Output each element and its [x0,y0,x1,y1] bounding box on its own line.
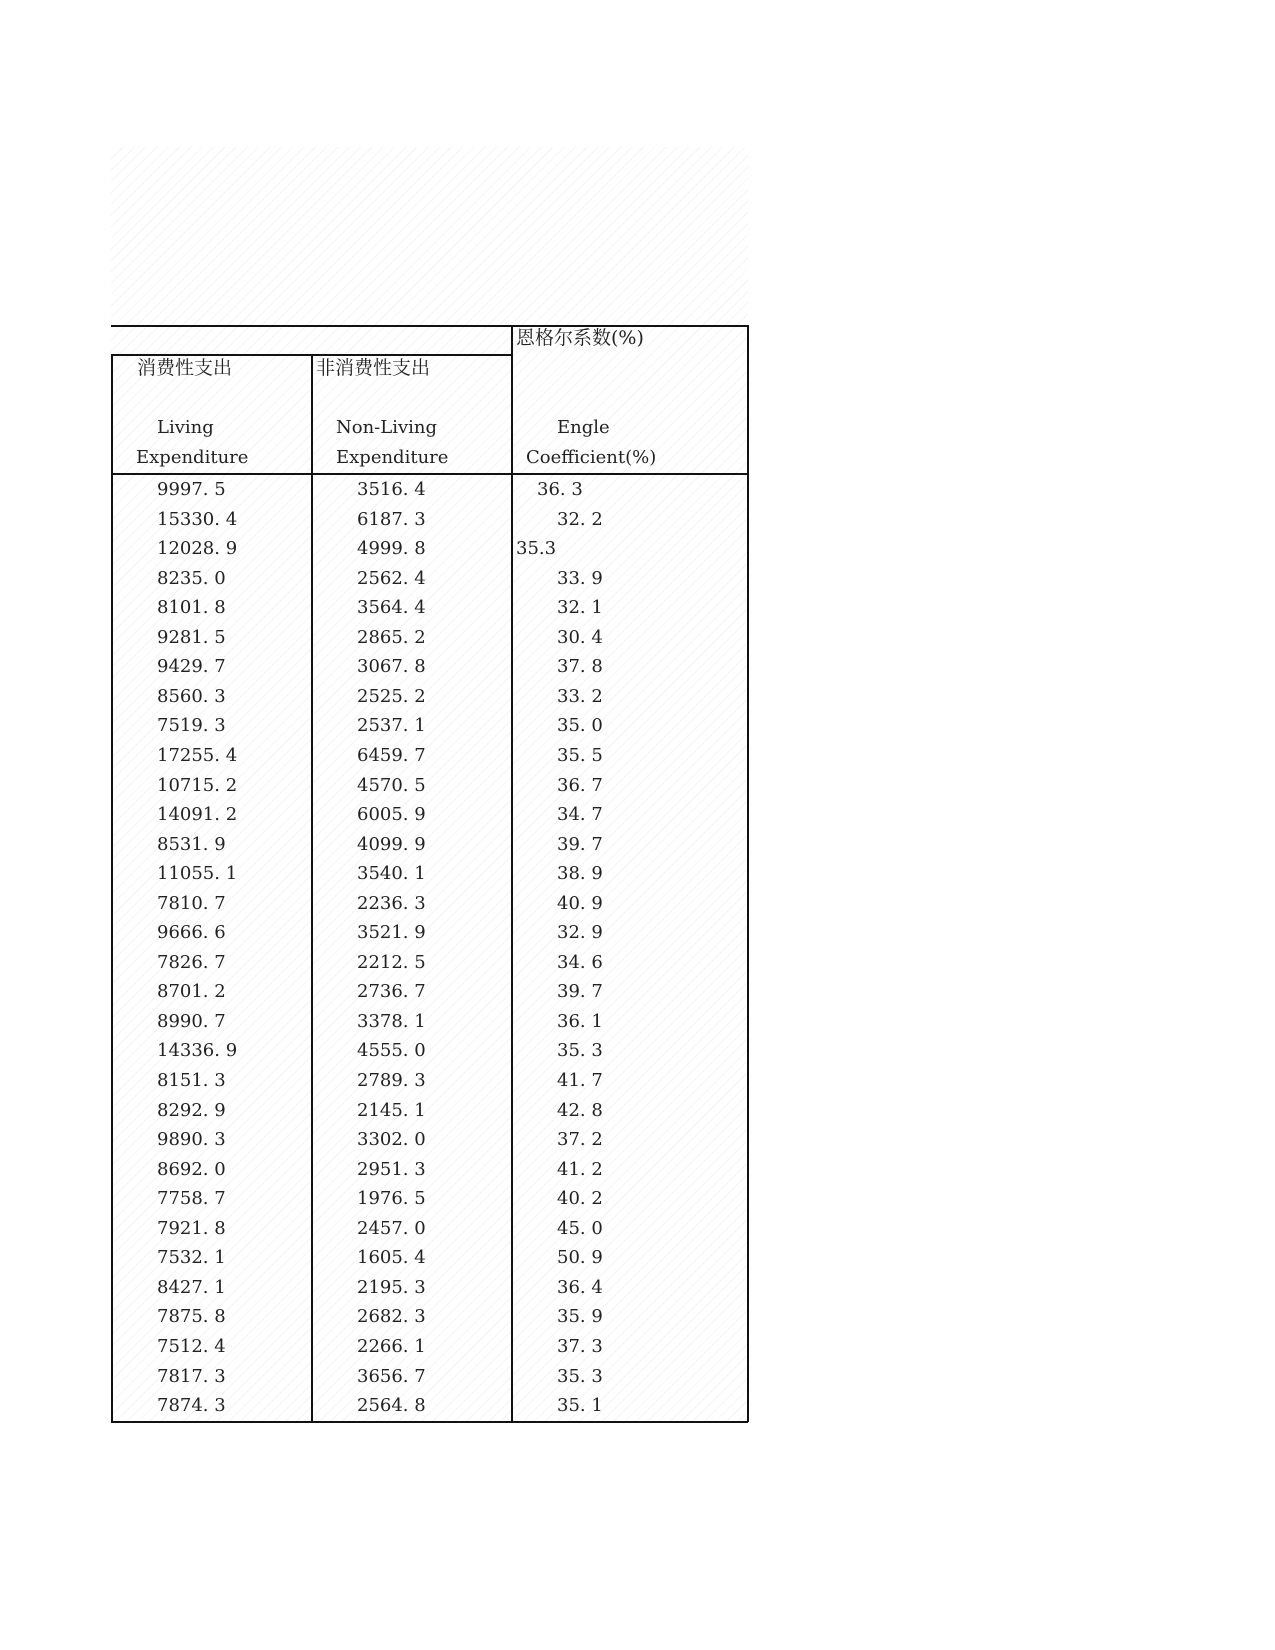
non-living-expenditure-cell: 4555. 0 [357,1040,426,1061]
living-expenditure-cell: 7519. 3 [157,715,226,736]
engle-coefficient-cell: 37. 8 [557,656,603,677]
engle-coefficient-cell: 37. 3 [557,1336,603,1357]
engle-coefficient-cell: 34. 7 [557,804,603,825]
non-living-expenditure-cell: 2682. 3 [357,1306,426,1327]
living-expenditure-cell: 9429. 7 [157,656,226,677]
living-expenditure-cell: 11055. 1 [157,863,238,884]
engle-coefficient-cell: 45. 0 [557,1218,603,1239]
living-expenditure-cell: 12028. 9 [157,538,238,559]
engle-coefficient-cell: 36. 3 [537,479,583,500]
engle-coefficient-cell: 34. 6 [557,952,603,973]
living-expenditure-cell: 8292. 9 [157,1100,226,1121]
non-living-expenditure-cell: 6005. 9 [357,804,426,825]
divider-col2-col3 [511,325,513,1422]
living-expenditure-cell: 8560. 3 [157,686,226,707]
living-expenditure-cell: 14336. 9 [157,1040,238,1061]
living-expenditure-cell: 7921. 8 [157,1218,226,1239]
non-living-expenditure-cell: 4999. 8 [357,538,426,559]
non-living-expenditure-cell: 4570. 5 [357,775,426,796]
bottom-rule [111,1421,748,1423]
engle-coefficient-cell: 36. 7 [557,775,603,796]
engle-coefficient-cell: 38. 9 [557,863,603,884]
non-living-expenditure-cell: 2537. 1 [357,715,426,736]
engle-coefficient-cell: 42. 8 [557,1100,603,1121]
living-expenditure-cell: 15330. 4 [157,509,238,530]
col1-header-en-line2: Expenditure [136,447,249,468]
living-expenditure-cell: 9890. 3 [157,1129,226,1150]
living-expenditure-cell: 17255. 4 [157,745,238,766]
living-expenditure-cell: 8235. 0 [157,568,226,589]
non-living-expenditure-cell: 1605. 4 [357,1247,426,1268]
living-expenditure-cell: 9666. 6 [157,922,226,943]
non-living-expenditure-cell: 3067. 8 [357,656,426,677]
living-expenditure-cell: 10715. 2 [157,775,238,796]
top-rule [111,325,748,327]
living-expenditure-cell: 7817. 3 [157,1366,226,1387]
living-expenditure-cell: 8701. 2 [157,981,226,1002]
living-expenditure-cell: 7532. 1 [157,1247,226,1268]
living-expenditure-cell: 8692. 0 [157,1159,226,1180]
non-living-expenditure-cell: 3378. 1 [357,1011,426,1032]
non-living-expenditure-cell: 6459. 7 [357,745,426,766]
non-living-expenditure-cell: 3656. 7 [357,1366,426,1387]
living-expenditure-cell: 7512. 4 [157,1336,226,1357]
engle-coefficient-cell: 39. 7 [557,981,603,1002]
living-expenditure-cell: 7874. 3 [157,1395,226,1416]
non-living-expenditure-cell: 2951. 3 [357,1159,426,1180]
engle-coefficient-cell: 41. 2 [557,1159,603,1180]
engle-coefficient-cell: 36. 1 [557,1011,603,1032]
non-living-expenditure-cell: 2195. 3 [357,1277,426,1298]
living-expenditure-cell: 9997. 5 [157,479,226,500]
engle-coefficient-cell: 35.3 [516,538,557,559]
non-living-expenditure-cell: 2562. 4 [357,568,426,589]
non-living-expenditure-cell: 3516. 4 [357,479,426,500]
non-living-expenditure-cell: 4099. 9 [357,834,426,855]
engle-coefficient-cell: 50. 9 [557,1247,603,1268]
engle-coefficient-cell: 32. 2 [557,509,603,530]
non-living-expenditure-cell: 2266. 1 [357,1336,426,1357]
engle-coefficient-cell: 41. 7 [557,1070,603,1091]
col3-header-en-line1: Engle [557,417,610,438]
engle-coefficient-cell: 35. 3 [557,1366,603,1387]
engle-coefficient-cell: 40. 2 [557,1188,603,1209]
living-expenditure-cell: 8151. 3 [157,1070,226,1091]
divider-col1-col2 [311,354,313,1422]
living-expenditure-cell: 9281. 5 [157,627,226,648]
engle-coefficient-cell: 35. 3 [557,1040,603,1061]
engle-coefficient-cell: 40. 9 [557,893,603,914]
living-expenditure-cell: 7875. 8 [157,1306,226,1327]
non-living-expenditure-cell: 2789. 3 [357,1070,426,1091]
engle-coefficient-cell: 35. 5 [557,745,603,766]
engle-coefficient-cell: 36. 4 [557,1277,603,1298]
col3-header-zh: 恩格尔系数(%) [516,327,644,349]
non-living-expenditure-cell: 2736. 7 [357,981,426,1002]
non-living-expenditure-cell: 2865. 2 [357,627,426,648]
non-living-expenditure-cell: 3564. 4 [357,597,426,618]
engle-coefficient-cell: 35. 9 [557,1306,603,1327]
living-expenditure-cell: 7810. 7 [157,893,226,914]
living-expenditure-cell: 7758. 7 [157,1188,226,1209]
engle-coefficient-cell: 35. 0 [557,715,603,736]
living-expenditure-cell: 7826. 7 [157,952,226,973]
non-living-expenditure-cell: 3521. 9 [357,922,426,943]
left-border [111,354,113,1422]
header-bottom-rule [111,473,748,475]
col1-header-en-line1: Living [157,417,214,438]
engle-coefficient-cell: 30. 4 [557,627,603,648]
engle-coefficient-cell: 35. 1 [557,1395,603,1416]
engle-coefficient-cell: 37. 2 [557,1129,603,1150]
right-border [747,325,749,1422]
non-living-expenditure-cell: 3540. 1 [357,863,426,884]
non-living-expenditure-cell: 1976. 5 [357,1188,426,1209]
col1-header-zh: 消费性支出 [137,357,233,379]
living-expenditure-cell: 8427. 1 [157,1277,226,1298]
engle-coefficient-cell: 33. 2 [557,686,603,707]
col2-header-en-line1: Non-Living [336,417,438,438]
living-expenditure-cell: 8990. 7 [157,1011,226,1032]
col2-header-en-line2: Expenditure [336,447,449,468]
living-expenditure-cell: 8101. 8 [157,597,226,618]
engle-coefficient-cell: 32. 1 [557,597,603,618]
engle-coefficient-cell: 32. 9 [557,922,603,943]
non-living-expenditure-cell: 2525. 2 [357,686,426,707]
non-living-expenditure-cell: 2145. 1 [357,1100,426,1121]
living-expenditure-cell: 8531. 9 [157,834,226,855]
col2-header-zh: 非消费性支出 [316,357,431,379]
non-living-expenditure-cell: 2457. 0 [357,1218,426,1239]
non-living-expenditure-cell: 2212. 5 [357,952,426,973]
col3-header-en-line2: Coefficient(%) [526,447,657,468]
engle-coefficient-cell: 39. 7 [557,834,603,855]
non-living-expenditure-cell: 6187. 3 [357,509,426,530]
non-living-expenditure-cell: 3302. 0 [357,1129,426,1150]
engle-coefficient-cell: 33. 9 [557,568,603,589]
non-living-expenditure-cell: 2564. 8 [357,1395,426,1416]
non-living-expenditure-cell: 2236. 3 [357,893,426,914]
living-expenditure-cell: 14091. 2 [157,804,238,825]
